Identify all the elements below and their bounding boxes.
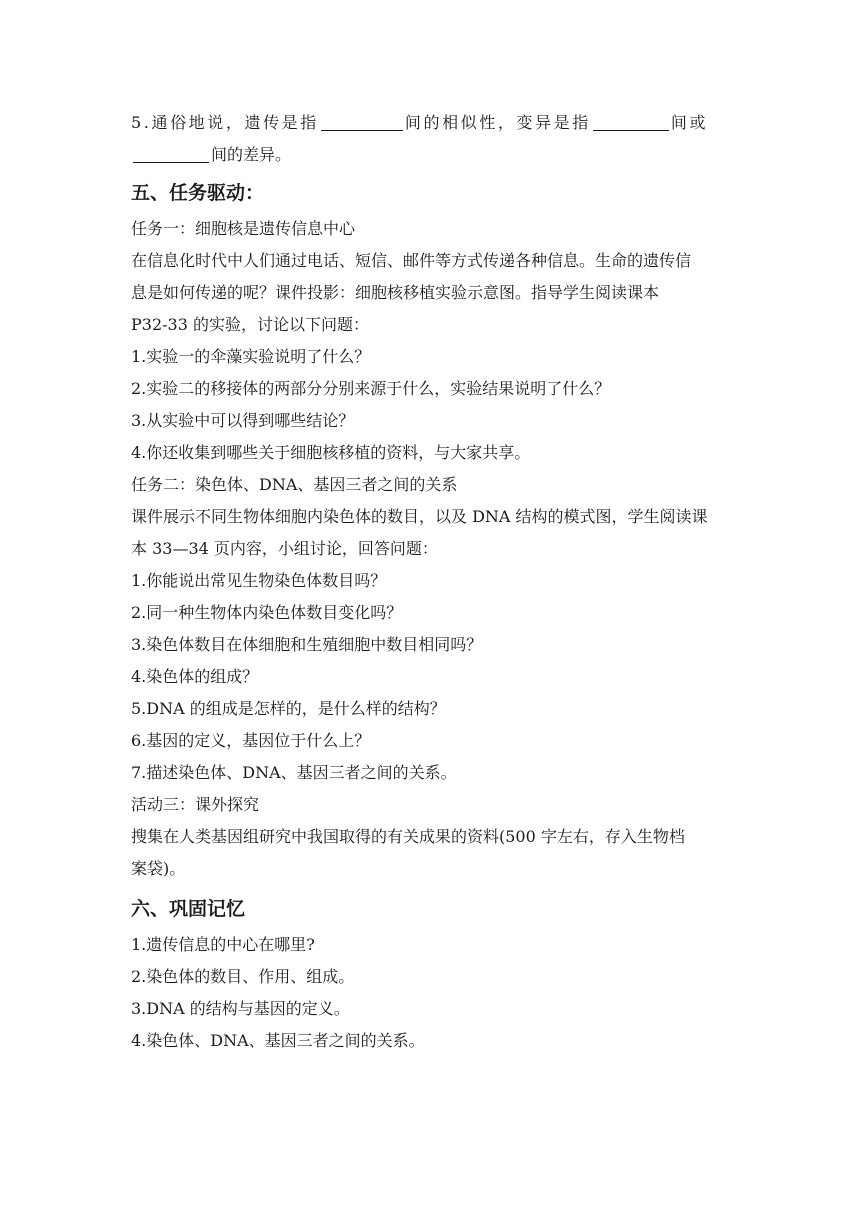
- task-2-question: 4.染色体的组成？: [131, 667, 259, 686]
- question-5-text: 间的差异。: [211, 145, 292, 164]
- task-1-question: 3.从实验中可以得到哪些结论？: [131, 411, 355, 430]
- task-1-question: 2.实验二的移接体的两部分分别来源于什么，实验结果说明了什么？: [131, 379, 611, 398]
- task-2-question: 2.同一种生物体内染色体数目变化吗？: [131, 603, 403, 622]
- fill-blank: [593, 112, 669, 131]
- question-5-line-1: [131, 107, 731, 139]
- task-1-intro: 在信息化时代中人们通过电话、短信、邮件等方式传递各种信息。生命的遗传信: [131, 251, 692, 270]
- task-2-question: 3.染色体数目在体细胞和生殖细胞中数目相同吗？: [131, 635, 483, 654]
- review-item: 4.染色体、DNA、基因三者之间的关系。: [131, 1031, 425, 1050]
- task-2-question: 5.DNA 的组成是怎样的，是什么样的结构？: [131, 699, 446, 718]
- question-5-line-2: [131, 139, 731, 171]
- section-heading-tasks: 五、任务驱动：: [131, 182, 265, 204]
- review-item: 2.染色体的数目、作用、组成。: [131, 967, 355, 986]
- task-2-question: 1.你能说出常见生物染色体数目吗？: [131, 571, 387, 590]
- task-2-question: 6.基因的定义，基因位于什么上？: [131, 731, 371, 750]
- activity-3-text: 案袋)。: [131, 859, 186, 878]
- question-5-text: 间或: [670, 113, 709, 132]
- review-item: 3.DNA 的结构与基因的定义。: [131, 999, 350, 1018]
- section-heading-review: 六、巩固记忆: [131, 898, 246, 920]
- document-content: [131, 107, 731, 1057]
- question-5-text: 5.通俗地说，遗传是指: [131, 113, 319, 132]
- activity-3-title: 活动三：课外探究: [131, 795, 260, 814]
- fill-blank: [321, 112, 403, 131]
- task-1-title: 任务一：细胞核是遗传信息中心: [131, 219, 356, 238]
- task-2-intro: 课件展示不同生物体细胞内染色体的数目，以及 DNA 结构的模式图，学生阅读课: [131, 507, 708, 526]
- question-5-text: 间的相似性，变异是指: [404, 113, 591, 132]
- task-1-intro: 息是如何传递的呢？课件投影：细胞核移植实验示意图。指导学生阅读课本: [131, 283, 660, 302]
- fill-blank: [133, 144, 209, 163]
- task-2-title: 任务二：染色体、DNA、基因三者之间的关系: [131, 475, 458, 494]
- task-2-intro: 本 33—34 页内容，小组讨论，回答问题：: [131, 539, 438, 558]
- activity-3-text: 搜集在人类基因组研究中我国取得的有关成果的资料(500 字左右，存入生物档: [131, 827, 685, 846]
- task-1-intro: P32-33 的实验，讨论以下问题：: [131, 315, 369, 334]
- task-2-question: 7.描述染色体、DNA、基因三者之间的关系。: [131, 763, 457, 782]
- task-1-question: 4.你还收集到哪些关于细胞核移植的资料，与大家共享。: [131, 443, 531, 462]
- task-1-question: 1.实验一的伞藻实验说明了什么？: [131, 347, 371, 366]
- review-item: 1.遗传信息的中心在哪里?: [131, 935, 315, 954]
